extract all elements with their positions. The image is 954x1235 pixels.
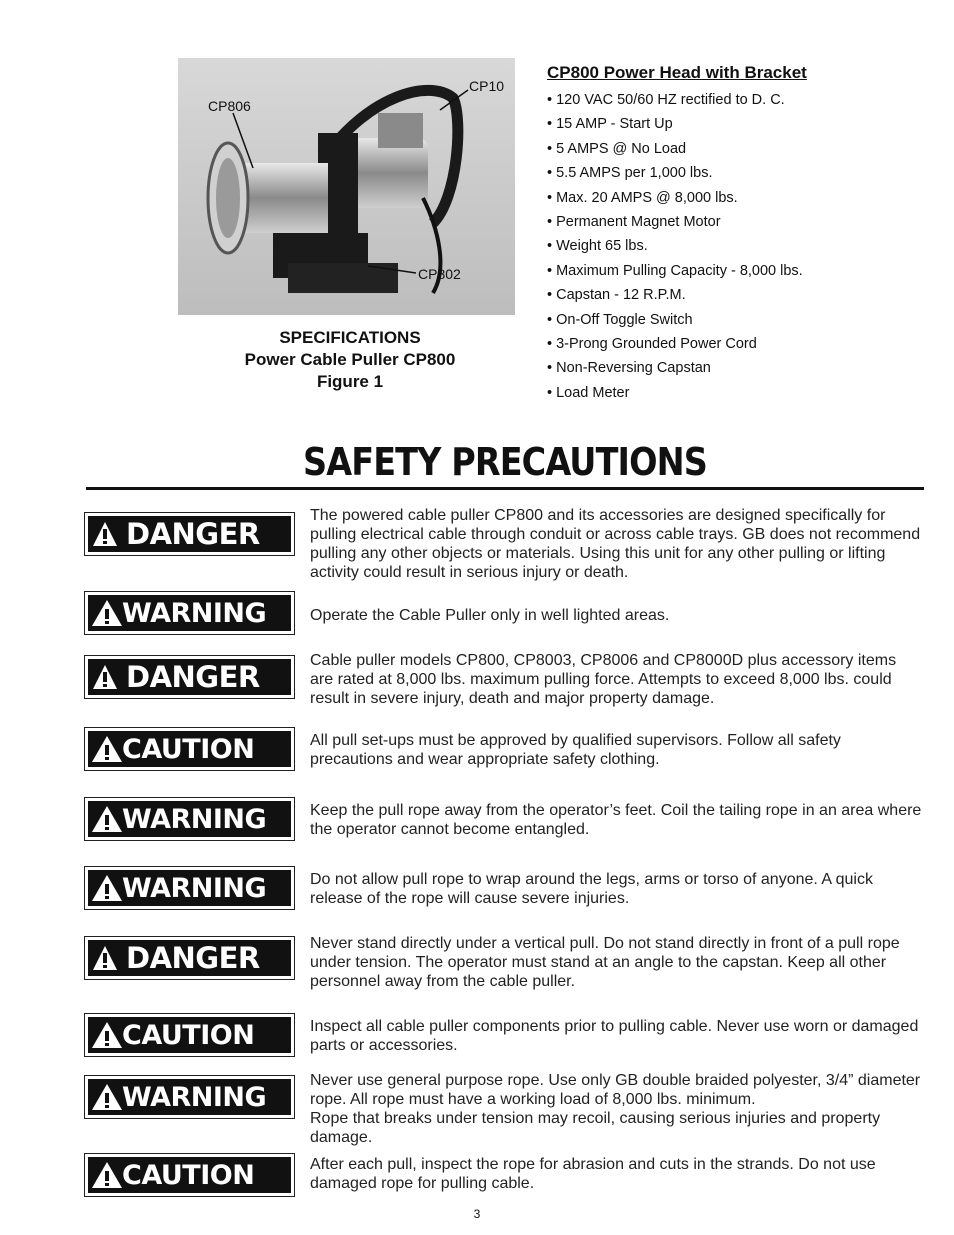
alert-triangle-icon xyxy=(88,945,118,971)
alert-triangle-icon xyxy=(88,804,124,834)
precaution-text: Do not allow pull rope to wrap around the legs, arms or torso of anyone. A quick release of the rope will cause severe injuries. xyxy=(310,871,873,907)
spec-item: • 3-Prong Grounded Power Cord xyxy=(547,335,757,352)
sign-word: DANGER xyxy=(126,941,260,975)
caution-sign xyxy=(84,1013,295,1057)
sign-panel xyxy=(88,870,291,906)
label-cp806: CP806 xyxy=(208,98,251,114)
spec-item: • Capstan - 12 R.P.M. xyxy=(547,287,686,304)
sign-panel xyxy=(88,940,291,976)
specs-title: CP800 Power Head with Bracket xyxy=(547,63,807,82)
sign-word: DANGER xyxy=(126,660,260,694)
precaution-text: Inspect all cable puller components prior to pulling cable. Never use worn or damaged parts or accessories. xyxy=(310,1018,919,1054)
sign-panel xyxy=(88,801,291,837)
precaution-text: Keep the pull rope away from the operator’s feet. Coil the tailing rope in an area where the operator cannot become entangled. xyxy=(310,802,922,838)
caption-line-3: Figure 1 xyxy=(316,372,384,391)
caution-sign xyxy=(84,727,295,771)
precaution-text: Never use general purpose rope. Use only GB double braided polyester, 3/4” diameter rope. All rope must have a working load of 8,000 lbs. minimum. Rope that breaks under tension may recoil, causing serious injuries and property damage. xyxy=(310,1072,921,1146)
caption-line-1: SPECIFICATIONS xyxy=(279,328,421,347)
sign-word: DANGER xyxy=(126,517,260,551)
sign-word: CAUTION xyxy=(122,1019,255,1051)
figure-caption xyxy=(200,327,500,393)
sign-panel xyxy=(88,659,291,695)
sign-word: WARNING xyxy=(122,1081,267,1113)
sign-word: CAUTION xyxy=(122,733,255,765)
warning-sign xyxy=(84,591,295,635)
warning-sign xyxy=(84,1075,295,1119)
sign-panel xyxy=(88,731,291,767)
precaution-text: Operate the Cable Puller only in well lighted areas. xyxy=(310,607,670,624)
alert-triangle-icon xyxy=(88,598,124,628)
precaution-text: Cable puller models CP800, CP8003, CP8006 and CP8000D plus accessory items are rated at 8,000 lbs. maximum pulling force. Attempts to exceed 8,000 lbs. could result in severe injury, death and major property damage. xyxy=(310,652,897,707)
sign-panel xyxy=(88,1017,291,1053)
spec-item: • On-Off Toggle Switch xyxy=(547,311,693,328)
sign-panel xyxy=(88,516,291,552)
alert-triangle-icon xyxy=(88,734,124,764)
spec-item: • Permanent Magnet Motor xyxy=(547,213,721,230)
sign-panel xyxy=(88,1157,291,1193)
precaution-text: After each pull, inspect the rope for abrasion and cuts in the strands. Do not use damaged rope for pulling cable. xyxy=(310,1156,876,1192)
spec-item: • Maximum Pulling Capacity - 8,000 lbs. xyxy=(547,262,803,279)
precaution-text: All pull set-ups must be approved by qualified supervisors. Follow all safety precautions and wear appropriate safety clothing. xyxy=(310,732,841,768)
sign-word: WARNING xyxy=(122,597,267,629)
cable-puller-photo xyxy=(178,58,515,315)
sign-panel xyxy=(88,1079,291,1115)
alert-triangle-icon xyxy=(88,521,118,547)
spec-item: • 5.5 AMPS per 1,000 lbs. xyxy=(547,165,713,182)
spec-item: • 120 VAC 50/60 HZ rectified to D. C. xyxy=(547,92,785,108)
spec-item: • 15 AMP - Start Up xyxy=(547,116,673,133)
warning-sign xyxy=(84,797,295,841)
sign-word: WARNING xyxy=(122,872,267,904)
warning-sign xyxy=(84,866,295,910)
precaution-text: Never stand directly under a vertical pull. Do not stand directly in front of a pull rope under tension. The operator must stand at an angle to the capstan. Keep all other personnel away from the cable puller. xyxy=(310,935,900,990)
alert-triangle-icon xyxy=(88,873,124,903)
precaution-text: The powered cable puller CP800 and its accessories are designed specifically for pulling electrical cable through conduit or across cable trays. GB does not recommend pulling any other objects or materials. Using this unit for any other pulling or lifting activity could result in serious injury or death. xyxy=(310,507,921,581)
danger-sign xyxy=(84,512,295,556)
specs-list xyxy=(547,90,803,407)
heading-divider xyxy=(86,487,924,490)
sign-word: WARNING xyxy=(122,803,267,835)
safety-heading: SAFETY PRECAUTIONS xyxy=(303,440,707,484)
danger-sign xyxy=(84,655,295,699)
spec-item: • Max. 20 AMPS @ 8,000 lbs. xyxy=(547,189,738,206)
label-cp10: CP10 xyxy=(469,78,505,94)
sign-word: CAUTION xyxy=(122,1159,255,1191)
alert-triangle-icon xyxy=(88,1160,124,1190)
spec-item: • Non-Reversing Capstan xyxy=(547,360,711,377)
spec-item: • 5 AMPS @ No Load xyxy=(547,140,687,157)
caption-line-2: Power Cable Puller CP800 xyxy=(244,350,456,369)
label-cp802: CP802 xyxy=(418,266,461,282)
spec-item: • Weight 65 lbs. xyxy=(547,238,648,255)
page-number: 3 xyxy=(473,1207,481,1221)
caution-sign xyxy=(84,1153,295,1197)
alert-triangle-icon xyxy=(88,1020,124,1050)
danger-sign xyxy=(84,936,295,980)
spec-item: • Load Meter xyxy=(547,384,630,401)
alert-triangle-icon xyxy=(88,1082,124,1112)
sign-panel xyxy=(88,595,291,631)
alert-triangle-icon xyxy=(88,664,118,690)
